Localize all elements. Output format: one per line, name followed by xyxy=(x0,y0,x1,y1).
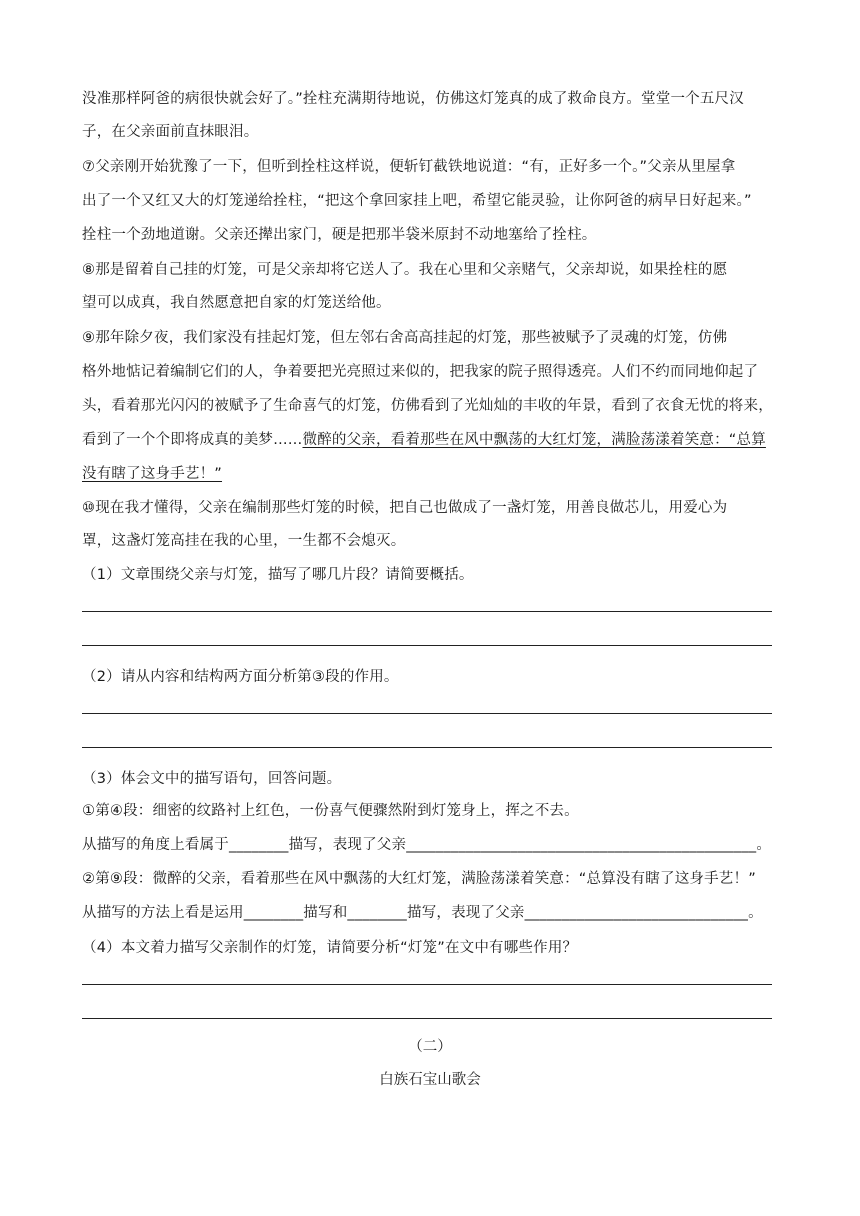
answer-line[interactable] xyxy=(82,984,772,985)
question-3-item-1: ①第④段：细密的纹路衬上红色，一份喜气便骤然附到灯笼身上，挥之不去。 xyxy=(82,803,579,819)
question-3-item-2: ②第⑨段：微醉的父亲，看着那些在风中飘荡的大红灯笼，满脸荡漾着笑意：“总算没有瞎了这身手艺！” xyxy=(82,871,756,887)
paragraph-7-line: ⑦父亲刚开始犹豫了一下，但听到拴柱这样说，便斩钉截铁地说道：“有，正好多一个。”父亲从里屋拿 xyxy=(82,159,736,175)
answer-line[interactable] xyxy=(82,747,772,748)
answer-line[interactable] xyxy=(82,611,772,612)
question-3: （3）体会文中的描写语句，回答问题。 xyxy=(82,771,342,787)
underlined-sentence: 没有瞎了这身手艺！” xyxy=(82,466,223,482)
passage-line: 没准那样阿爸的病很快就会好了。”拴柱充满期待地说，仿佛这灯笼真的成了救命良方。堂堂一个五尺汉 xyxy=(82,91,744,107)
question-2: （2）请从内容和结构两方面分析第③段的作用。 xyxy=(82,669,399,685)
paragraph-8-line: 望可以成真，我自然愿意把自家的灯笼送给他。 xyxy=(82,295,391,311)
section-number: （二） xyxy=(408,1039,452,1055)
answer-line[interactable] xyxy=(82,645,772,646)
paragraph-9-line xyxy=(82,430,782,450)
paragraph-7-line: 拴柱一个劲地道谢。父亲还撵出家门，硬是把那半袋米原封不动地塞给了拴柱。 xyxy=(82,227,597,243)
question-3-fill-2[interactable]: 从描写的方法上看是运用________描写和________描写，表现了父亲______________________________。 xyxy=(82,905,763,921)
underlined-sentence: 微醉的父亲，看着那些在风中飘荡的大红灯笼，满脸荡漾着笑意：“总算 xyxy=(302,432,766,448)
question-3-fill-1[interactable]: 从描写的角度上看属于________描写，表现了父亲_______________________________________________。 xyxy=(82,837,772,853)
question-1: （1）文章围绕父亲与灯笼，描写了哪几片段？请简要概括。 xyxy=(82,567,474,583)
paragraph-9-line: 格外地惦记着编制它们的人，争着要把光亮照过来似的，把我家的院子照得透亮。人们不约而同地仰起了 xyxy=(82,364,759,380)
paragraph-9-text: 看到了一个个即将成真的美梦…… xyxy=(82,432,303,448)
paragraph-7-line: 出了一个又红又大的灯笼递给拴柱，“把这个拿回家挂上吧，希望它能灵验，让你阿爸的病早日好起来。” xyxy=(82,193,752,209)
answer-line[interactable] xyxy=(82,1018,772,1019)
paragraph-10-line: ⑩现在我才懂得，父亲在编制那些灯笼的时候，把自己也做成了一盏灯笼，用善良做芯儿，用爱心为 xyxy=(82,500,728,516)
paragraph-9-line: ⑨那年除夕夜，我们家没有挂起灯笼，但左邻右舍高高挂起的灯笼，那些被赋予了灵魂的灯笼，仿佛 xyxy=(82,330,728,346)
paragraph-9-line: 头，看着那光闪闪的被赋予了生命喜气的灯笼，仿佛看到了光灿灿的丰收的年景，看到了衣食无忧的将来， xyxy=(82,398,773,414)
section-title: 白族石宝山歌会 xyxy=(379,1072,481,1088)
paragraph-8-line: ⑧那是留着自己挂的灯笼，可是父亲却将它送人了。我在心里和父亲赌气，父亲却说，如果拴柱的愿 xyxy=(82,262,728,278)
passage-line: 子，在父亲面前直抹眼泪。 xyxy=(82,124,259,140)
question-4: （4）本文着力描写父亲制作的灯笼，请简要分析“灯笼”在文中有哪些作用？ xyxy=(82,940,578,956)
paragraph-10-line: 罩，这盏灯笼高挂在我的心里，一生都不会熄灭。 xyxy=(82,533,406,549)
answer-line[interactable] xyxy=(82,713,772,714)
